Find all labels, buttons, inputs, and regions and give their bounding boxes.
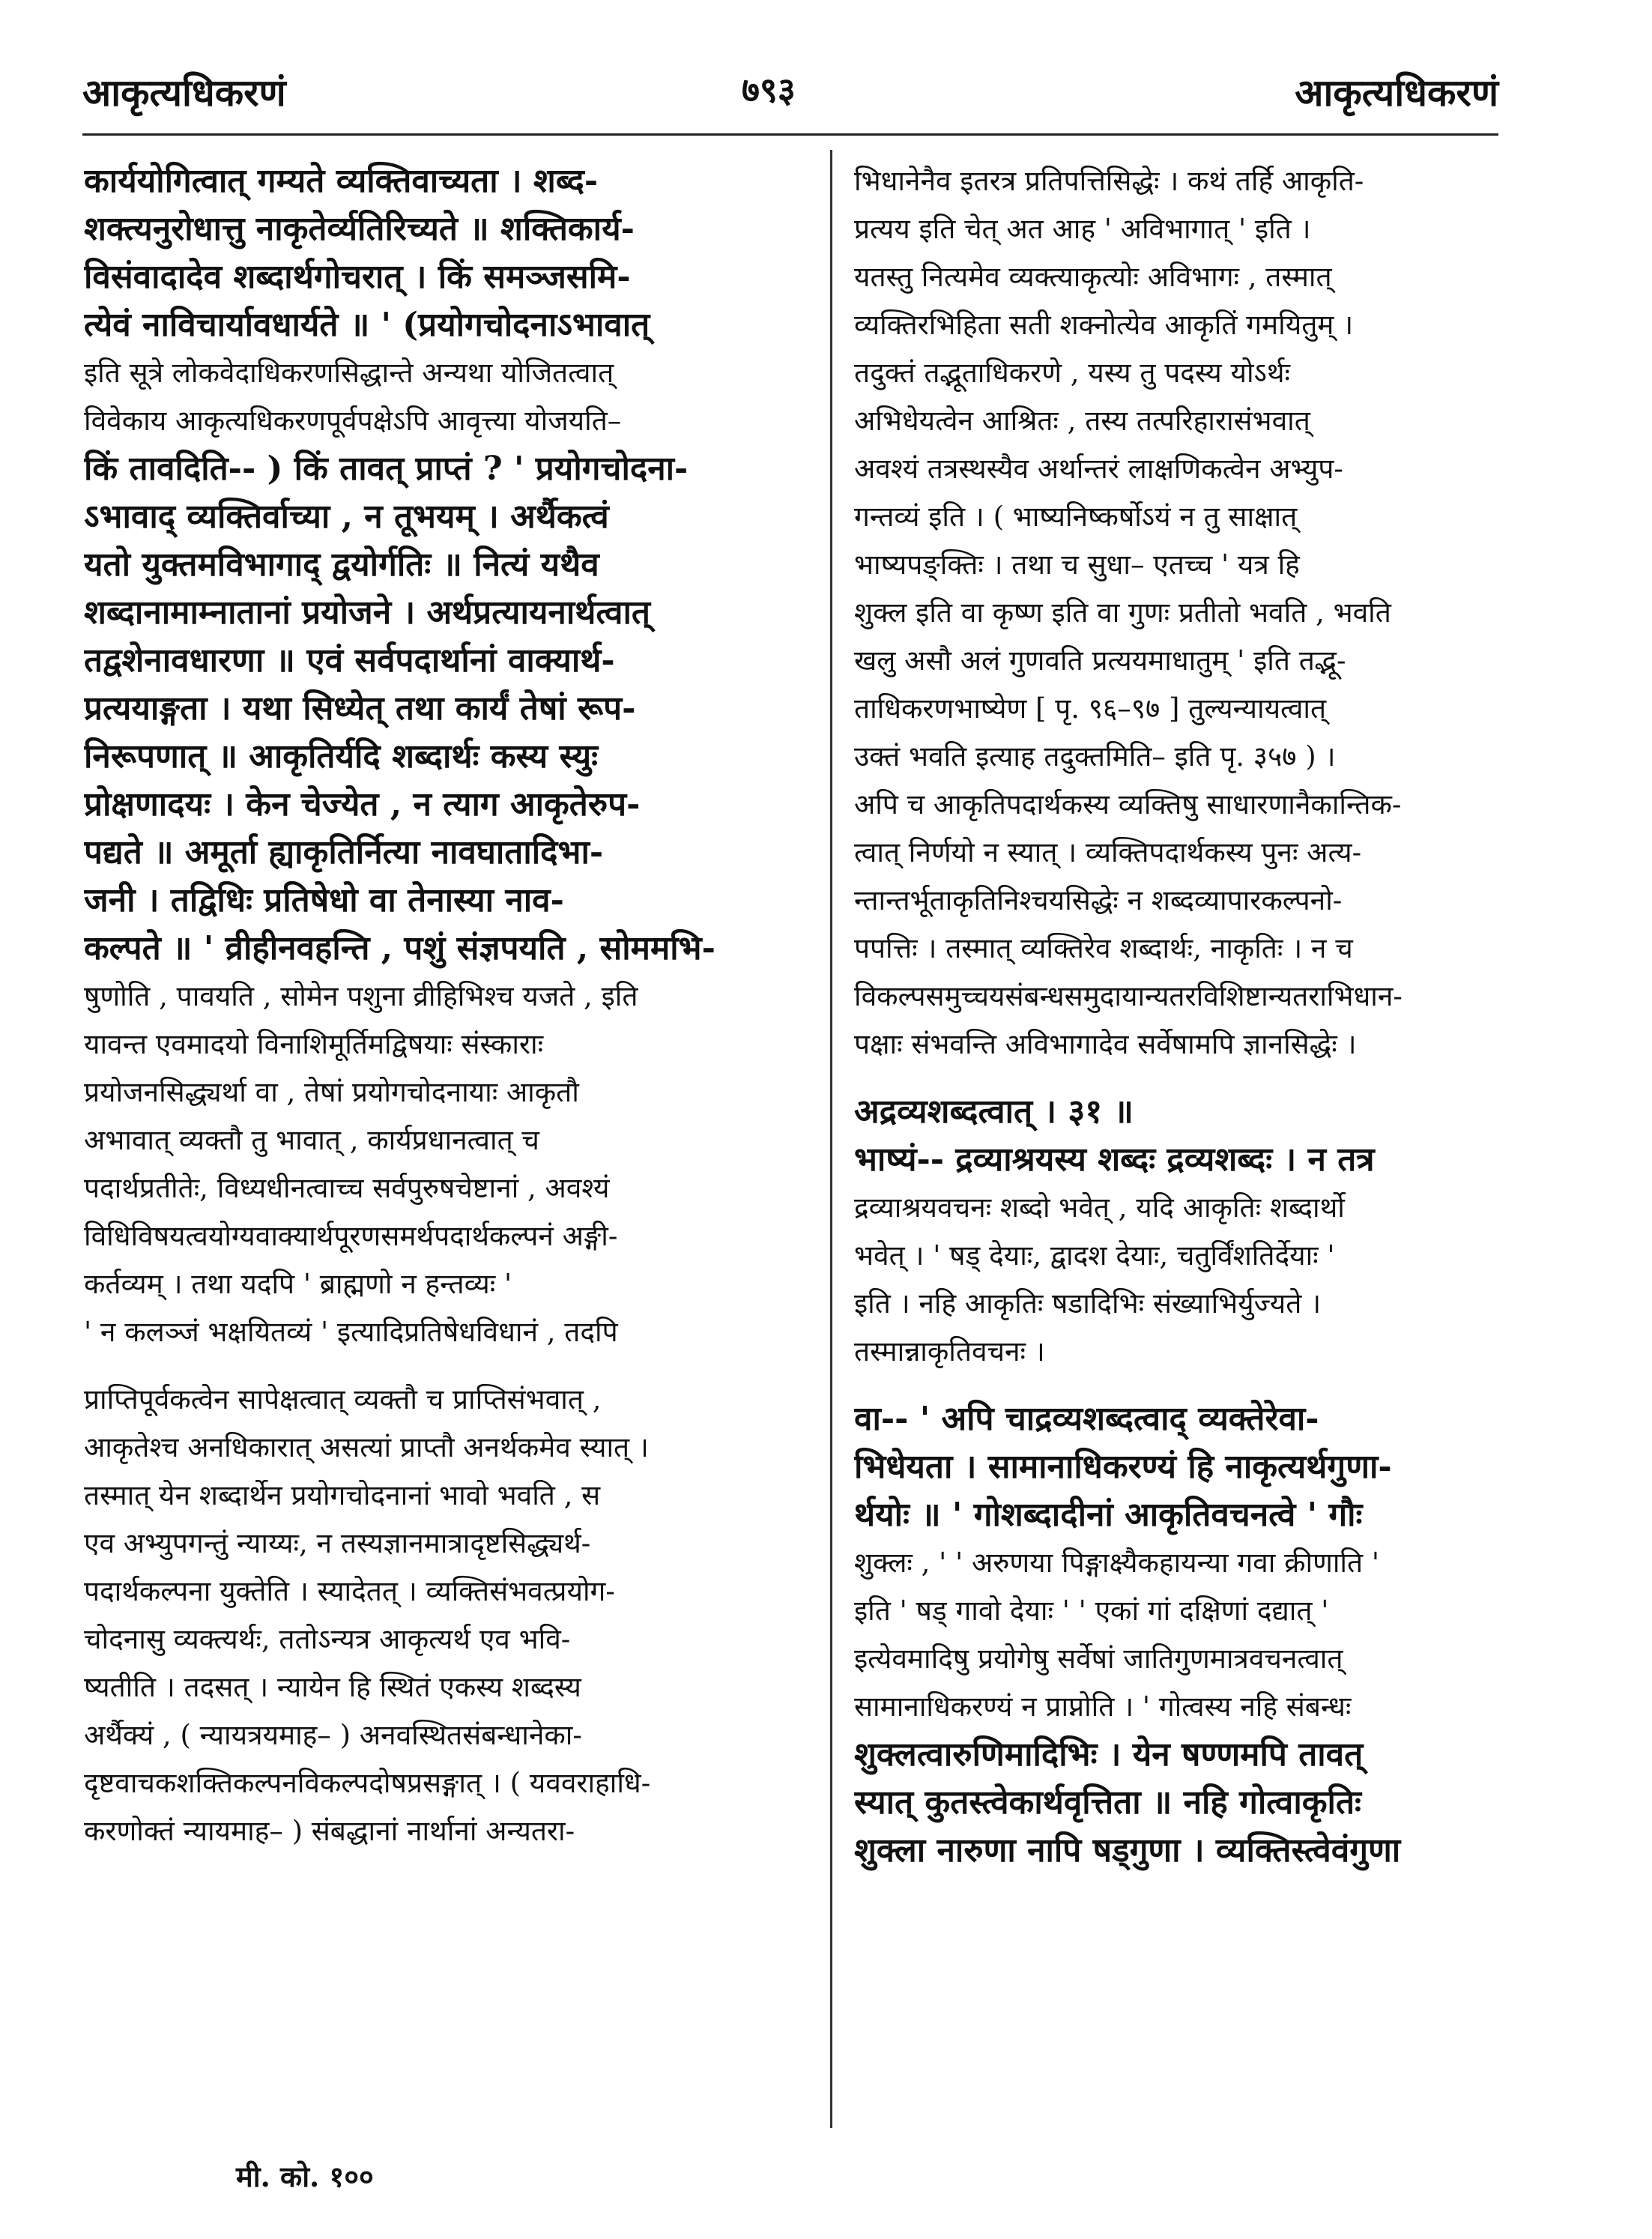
text-line: प्रत्यय इति चेत् अत आह ' अविभागात् ' इति । (854, 213, 1311, 245)
text-line: एव अभ्युपगन्तुं न्याय्यः, न तस्यज्ञानमात्रादृष्टसिद्ध्यर्थ- (84, 1527, 591, 1559)
text-line: चोदनासु व्यक्त्यर्थः, ततोऽन्यत्र आकृत्यर्थ एव भवि- (84, 1623, 571, 1655)
text-line: त्वात् निर्णयो न स्यात् । व्यक्तिपदार्थकस्य पुनः अत्य- (854, 836, 1362, 868)
text-line: तस्मान्नाकृतिवचनः । (854, 1335, 1045, 1368)
text-line: प्राप्तिपूर्वकत्वेन सापेक्षत्वात् व्यक्तौ च प्राप्तिसंभवात् , (84, 1383, 602, 1415)
left-column (84, 157, 814, 1855)
text-line: खलु असौ अलं गुणवति प्रत्ययमाधातुम् ' इति तद्भू- (854, 644, 1346, 677)
text-line: शुक्ल इति वा कृष्ण इति वा गुणः प्रतीतो भवति , भवति (854, 596, 1391, 629)
text-line: पद्यते ॥ अमूर्ता ह्याकृतिर्नित्या नावघातादिभा- (84, 833, 604, 871)
text-line: इति ' षड् गावो देयाः ' ' एकां गां दक्षिणां दद्यात् ' (854, 1595, 1329, 1627)
text-line: भिधेयता । सामानाधिकरण्यं हि नाकृत्यर्थगुणा- (854, 1448, 1392, 1486)
text-line: इत्येवमादिषु प्रयोगेषु सर्वेषां जातिगुणमात्रवचनत्वात् (854, 1643, 1343, 1675)
text-line: आकृतेश्च अनधिकारात् असत्यां प्राप्तौ अनर्थकमेव स्यात् । (84, 1431, 649, 1463)
text-line: अपि च आकृतिपदार्थकस्य व्यक्तिषु साधारणानैकान्तिक- (854, 788, 1402, 821)
text-line: कार्ययोगित्वात् गम्यते व्यक्तिवाच्यता । शब्द- (84, 162, 599, 200)
text-line: उक्तं भवति इत्याह तदुक्तमिति– इति पृ. ३५७ ) । (854, 740, 1336, 773)
text-line: किं तावदिति-- ) किं तावत् प्राप्तं ? ' प्रयोगचोदना- (84, 450, 689, 488)
text-line: ष्यतीति । तदसत् । न्यायेन हि स्थितं एकस्य शब्दस्य (84, 1671, 581, 1703)
paragraph-gap (854, 1376, 1528, 1395)
text-line: पक्षाः संभवन्ति अविभागादेव सर्वेषामपि ज्ञानसिद्धेः । (854, 1028, 1357, 1060)
text-line: त्येवं नाविचार्यावधार्यते ॥ ' (प्रयोगचोदनाऽभावात् (84, 306, 650, 344)
text-line: गन्तव्यं इति । ( भाष्यनिष्कर्षोऽयं न तु साक्षात् (854, 501, 1298, 533)
text-line: तदुक्तं तद्भूताधिकरणे , यस्य तु पदस्य योऽर्थः (854, 357, 1290, 389)
text-line: न्तान्तर्भूताकृतिनिश्चयसिद्धेः न शब्दव्यापारकल्पनो- (854, 884, 1343, 916)
text-line: अर्थैक्यं , ( न्यायत्रयमाह– ) अनवस्थितसंबन्धानेका- (84, 1719, 582, 1751)
text-line: पदार्थकल्पना युक्तेति । स्यादेतत् । व्यक्तिसंभवत्प्रयोग- (84, 1575, 615, 1607)
text-line: जनी । तद्विधिः प्रतिषेधो वा तेनास्या नाव- (84, 881, 564, 919)
text-line: ऽभावाद् व्यक्तिर्वाच्या , न तूभयम् । अर्थैकत्वं (84, 498, 609, 536)
text-line: शुक्लः , ' ' अरुणया पिङ्गाक्ष्यैकहायन्या गवा क्रीणाति ' (854, 1547, 1380, 1579)
text-line: यावन्त एवमादयो विनाशिमूर्तिमद्विषयाः संस्काराः (84, 1028, 544, 1060)
page-header (82, 66, 1498, 126)
text-line: शब्दानामाम्नातानां प्रयोजने । अर्थप्रत्यायनार्थत्वात् (84, 593, 650, 632)
text-line: पदार्थप्रतीतेः, विध्यधीनत्वाच्च सर्वपुरुषचेष्टानां , अवश्यं (84, 1172, 610, 1204)
text-line: यतस्तु नित्यमेव व्यक्त्याकृत्योः अविभागः , तस्मात् (854, 261, 1332, 293)
text-line: विधिविषयत्वयोग्यवाक्यार्थपूरणसमर्थपदार्थकल्पनं अङ्गी- (84, 1220, 618, 1252)
text-line: वा-- ' अपि चाद्रव्यशब्दत्वाद् व्यक्तेरेवा- (854, 1400, 1319, 1438)
text-line: शुक्लत्वारुणिमादिभिः । येन षण्णमपि तावत् (854, 1735, 1364, 1774)
text-line: विसंवादादेव शब्दार्थगोचरात् । किं समञ्जसमि- (84, 258, 631, 296)
text-line: अभिधेयत्वेन आश्रितः , तस्य तत्परिहारासंभवात् (854, 405, 1310, 437)
text-line: अभावात् व्यक्तौ तु भावात् , कार्यप्रधानत्वात् च (84, 1124, 539, 1156)
text-line: षुणोति , पावयति , सोमेन पशुना व्रीहिभिश्च यजते , इति (84, 980, 638, 1012)
text-line: विवेकाय आकृत्यधिकरणपूर्वपक्षेऽपि आवृत्त्या योजयति– (84, 405, 622, 437)
text-line: कर्तव्यम् । तथा यदपि ' ब्राह्मणो न हन्तव्यः ' (84, 1268, 512, 1300)
text-line: भाष्यपङ्क्तिः । तथा च सुधा– एतच्च ' यत्र हि (854, 549, 1300, 581)
text-line: ' न कलञ्जं भक्षयितव्यं ' इत्यादिप्रतिषेधविधानं , तदपि (84, 1316, 618, 1348)
text-line: कल्पते ॥ ' व्रीहीनवहन्ति , पशुं संज्ञपयति , सोममभि- (84, 929, 715, 967)
text-line: र्थयोः ॥ ' गोशब्दादीनां आकृतिवचनत्वे ' गौः (854, 1496, 1363, 1534)
running-head-left: आकृत्यधिकरणं (82, 70, 286, 115)
text-line: अवश्यं तत्रस्थस्यैव अर्थान्तरं लाक्षणिकत्वेन अभ्युप- (854, 453, 1343, 485)
text-line: तद्वशेनावधारणा ॥ एवं सर्वपदार्थानां वाक्यार्थ- (84, 641, 615, 680)
header-rule (82, 133, 1498, 136)
text-line: सामानाधिकरण्यं न प्राप्नोति । ' गोत्वस्य नहि संबन्धः (854, 1690, 1352, 1723)
text-line: अद्रव्यशब्दत्वात् । ३१ ॥ (854, 1093, 1134, 1131)
text-line: इति सूत्रे लोकवेदाधिकरणसिद्धान्ते अन्यथा योजितत्वात् (84, 357, 614, 389)
right-column (854, 157, 1528, 1875)
text-line: प्रोक्षणादयः । केन चेज्येत , न त्याग आकृतेरुप- (84, 785, 641, 824)
paragraph-gap (854, 1069, 1528, 1088)
text-line: तस्मात् येन शब्दार्थेन प्रयोगचोदनानां भावो भवति , स (84, 1479, 601, 1511)
text-line: विकल्पसमुच्चयसंबन्धसमुदायान्यतरविशिष्टान्यतराभिधान- (854, 980, 1403, 1012)
page-footer: मी. को. १०० (236, 2160, 374, 2193)
text-line: प्रयोजनसिद्ध्यर्था वा , तेषां प्रयोगचोदनायाः आकृतौ (84, 1076, 579, 1108)
text-line: इति । नहि आकृतिः षडादिभिः संख्याभिर्युज्यते । (854, 1287, 1322, 1320)
text-line: शक्त्यनुरोधात्तु नाकृतेर्व्यतिरिच्यते ॥ शक्तिकार्य- (84, 210, 635, 248)
text-line: शुक्ला नारुणा नापि षड्गुणा । व्यक्तिस्त्वेवंगुणा (854, 1831, 1401, 1870)
text-line: द्रव्याश्रयवचनः शब्दो भवेत् , यदि आकृतिः शब्दार्थो (854, 1191, 1345, 1224)
text-line: ताधिकरणभाष्येण [ पृ. ९६–९७ ] तुल्यन्यायत्वात् (854, 692, 1327, 725)
text-line: व्यक्तिरभिहिता सती शक्नोत्येव आकृतिं गमयितुम् । (854, 309, 1354, 341)
text-line: भिधानेनैव इतरत्र प्रतिपत्तिसिद्धेः । कथं तर्हि आकृति- (854, 165, 1364, 197)
text-line: भवेत् । ' षड् देयाः, द्वादश देयाः, चतुर्विंशतिर्देयाः ' (854, 1239, 1335, 1272)
text-line: करणोक्तं न्यायमाह– ) संबद्धानां नार्थानां अन्यतरा- (84, 1815, 575, 1847)
text-line: पपत्तिः । तस्मात् व्यक्तिरेव शब्दार्थः, नाकृतिः । न च (854, 932, 1353, 964)
column-divider (830, 150, 832, 2128)
text-line: दृष्टवाचकशक्तिकल्पनविकल्पदोषप्रसङ्गात् । ( यववराहाधि- (84, 1767, 651, 1799)
text-line: भाष्यं-- द्रव्याश्रयस्य शब्दः द्रव्यशब्दः । न तत्र (854, 1140, 1375, 1179)
text-line: स्यात् कुतस्त्वेकार्थवृत्तिता ॥ नहि गोत्वाकृतिः (854, 1783, 1361, 1822)
paragraph-gap (84, 1356, 814, 1376)
text-line: यतो युक्तमविभागाद् द्वयोर्गतिः ॥ नित्यं यथैव (84, 546, 599, 584)
running-head-right: आकृत्यधिकरणं (1295, 70, 1498, 115)
text-line: प्रत्ययाङ्गता । यथा सिध्येत् तथा कार्यं तेषां रूप- (84, 689, 636, 728)
page-number: ७९३ (742, 70, 796, 110)
text-line: निरूपणात् ॥ आकृतिर्यदि शब्दार्थः कस्य स्युः (84, 737, 599, 776)
